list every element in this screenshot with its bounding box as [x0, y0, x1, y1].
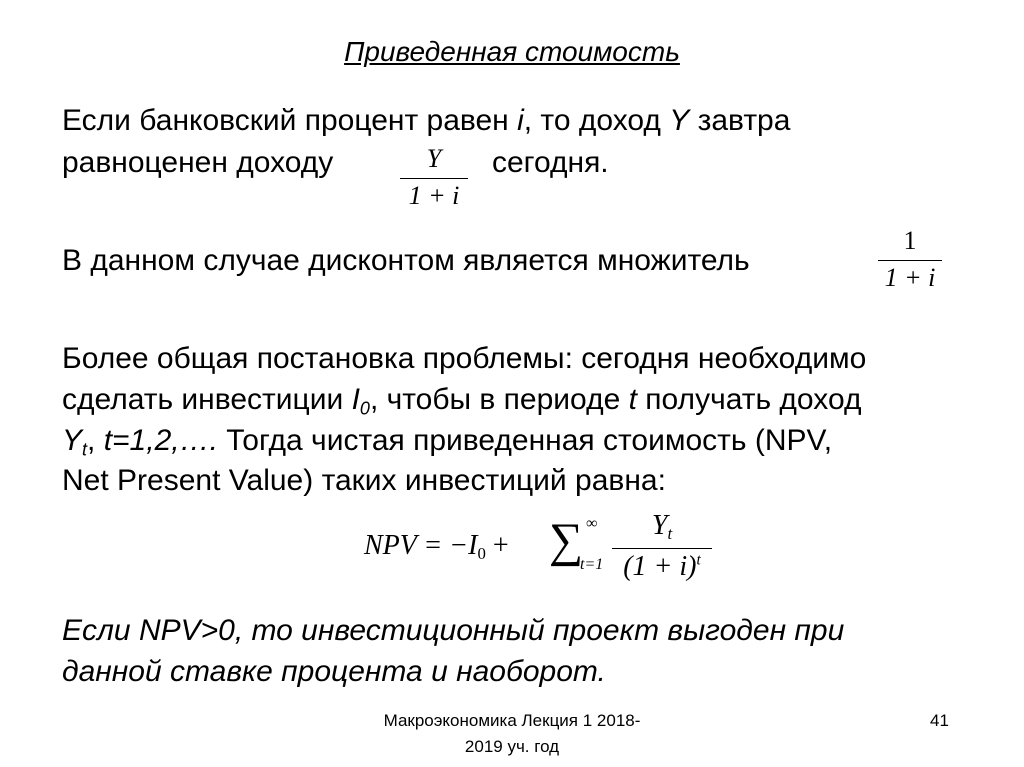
p3-line4: Net Present Value) таких инвестиций равна:: [62, 464, 666, 497]
p2-text: В данном случае дисконтом является множитель: [62, 244, 750, 277]
fraction-yt-over-discount: $Y_t$ $(1 + i)^t$: [612, 510, 712, 583]
summation-upper: ∞: [586, 515, 598, 532]
footer-course: [312, 708, 712, 760]
p1-line2-b: сегодня.: [492, 146, 609, 179]
summation-lower: t=1: [580, 556, 604, 573]
footer-line1: Макроэкономика Лекция 1 2018-: [383, 711, 641, 730]
npv-formula-lhs: NPV = $-I_0$ +: [364, 530, 509, 564]
p3-line2: сделать инвестиции $I_0$, чтобы в периоде t получать доход: [62, 383, 862, 419]
conclusion-line1: Если NPV>0, то инвестиционный проект выгоден при: [62, 614, 845, 647]
p1-line1: Если банковский процент равен i, то доход Y завтра: [62, 104, 791, 137]
fraction-discount-factor: 1 1 + i: [878, 226, 942, 293]
summation-sign: ∑: [549, 514, 584, 567]
footer-line2: 2019 уч. год: [464, 737, 560, 756]
fraction-y-over-1-plus-i: Y 1 + i: [400, 144, 468, 211]
p1-line2-a: равноценен доходу: [62, 146, 334, 179]
page-number: 41: [930, 711, 949, 730]
slide-title: Приведенная стоимость: [344, 36, 680, 67]
p3-line3: $Y_t$, t=1,2,…. Тогда чистая приведенная стоимость (NPV,: [62, 424, 833, 460]
p3-line1: Более общая постановка проблемы: сегодня необходимо: [62, 342, 867, 375]
conclusion-line2: данной ставке процента и наоборот.: [62, 655, 606, 688]
